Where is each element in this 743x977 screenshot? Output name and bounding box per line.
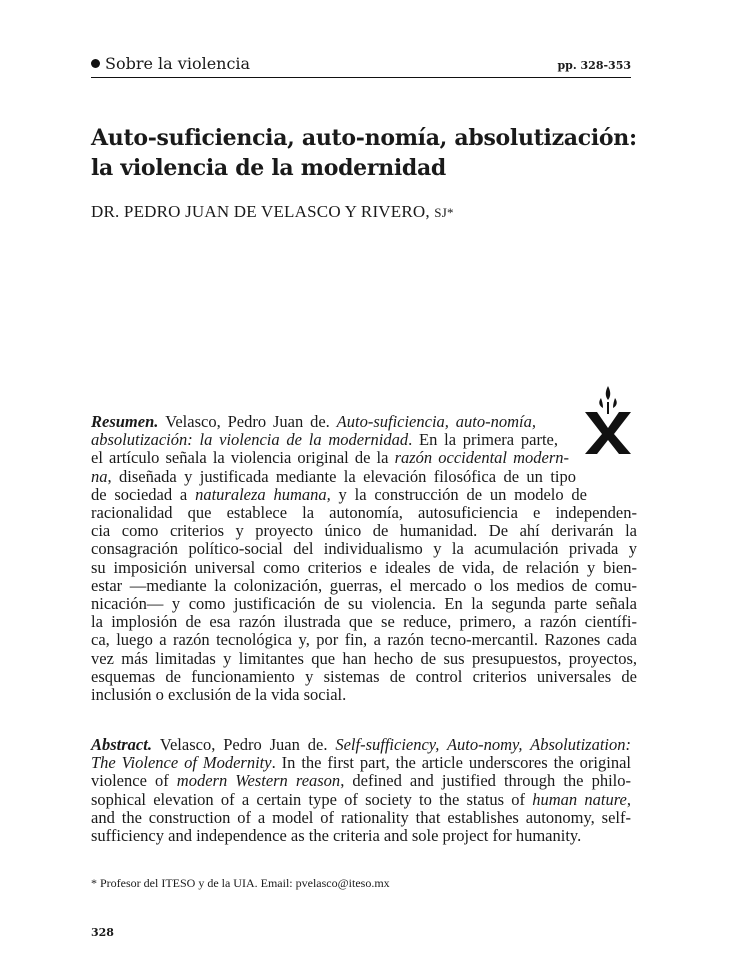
resumen-line: [91, 413, 536, 431]
author-suffix: SJ*: [434, 205, 454, 220]
resumen-text: Velasco, Pedro Juan de.: [165, 412, 337, 431]
page-number: 328: [91, 926, 114, 939]
resumen-line: [91, 449, 569, 467]
abstract-text: violence of: [91, 771, 177, 791]
resumen-line: [91, 504, 637, 522]
title-line-2: la violencia de la modernidad: [91, 155, 447, 181]
abstract-line: [91, 736, 631, 754]
author-line: [91, 202, 454, 222]
abstract-line: [91, 772, 631, 790]
resumen-line: [91, 650, 637, 668]
resumen-line: [91, 631, 637, 649]
resumen-text: naturaleza humana,: [195, 484, 331, 504]
resumen-label: Resumen.: [91, 412, 166, 431]
resumen-line: [91, 559, 637, 577]
header-rule: [91, 77, 631, 78]
resumen-text: de sociedad a: [91, 484, 196, 504]
abstract-text: Self-sufficiency, Auto-nomy, Absolutization:: [335, 735, 631, 754]
title-line-1: Auto-suficiencia, auto-nomía, absolutización:: [91, 125, 637, 151]
resumen-text: consagración político-social del individualismo y la acumulación privada y: [91, 539, 637, 559]
resumen-text: razón occidental modern-: [394, 448, 569, 468]
resumen-text: esquemas de funcionamiento y sistemas de control criterios universales de: [91, 666, 637, 686]
resumen-text: cia como criterios y proyecto único de humanidad. De ahí derivarán la: [91, 521, 637, 541]
abstract-line: [91, 791, 631, 809]
resumen-paragraph: [91, 413, 637, 704]
resumen-text: inclusión o exclusión de la vida social.: [91, 685, 347, 705]
abstract-line: [91, 754, 631, 772]
abstract-text: modern Western reason: [176, 771, 341, 791]
abstract-text: human nature: [532, 789, 627, 809]
section-label: Sobre la violencia: [105, 54, 251, 73]
resumen-line: [91, 522, 637, 540]
resumen-line: [91, 540, 637, 558]
abstract-line: [91, 827, 631, 845]
resumen-text: su imposición universal como criterios e ideales de vida, de relación y bien-: [91, 557, 637, 577]
running-header: [91, 54, 631, 76]
section-title: [91, 54, 250, 73]
abstract-paragraph: [91, 736, 631, 845]
resumen-text: Auto-suficiencia, auto-nomía,: [336, 412, 536, 431]
resumen-text: nicación— y como justificación de su violencia. En la segunda parte señala: [91, 594, 637, 614]
abstract-line: [91, 809, 631, 827]
resumen-line: [91, 468, 576, 486]
resumen-line: [91, 668, 637, 686]
abstract-text: and the construction of a model of rationality that establishes autonomy, self-: [91, 807, 631, 827]
author-name: DR. PEDRO JUAN DE VELASCO Y RIVERO,: [91, 202, 430, 221]
abstract-text: Velasco, Pedro Juan de.: [159, 735, 336, 754]
abstract-text: sophical elevation of a certain type of society to the status of: [91, 789, 533, 809]
resumen-line: [91, 577, 637, 595]
abstract-text: , defined and justified through the philo-: [340, 771, 631, 791]
resumen-line: [91, 686, 637, 704]
resumen-line: [91, 486, 587, 504]
resumen-text: . En la primera parte,: [408, 430, 558, 450]
resumen-text: racionalidad que establece la autonomía, autosuficiencia e independen-: [91, 503, 637, 523]
bullet-icon: [91, 59, 100, 68]
abstract-label: Abstract.: [91, 735, 160, 754]
author-footnote: * Profesor del ITESO y de la UIA. Email: pvelasco@iteso.mx: [91, 876, 390, 890]
page-range: pp. 328-353: [557, 59, 631, 72]
resumen-text: estar —mediante la colonización, guerras, el mercado o los medios de comu-: [91, 575, 637, 595]
resumen-text: vez más limitadas y limitantes que han hecho de sus presupuestos, proyectos,: [91, 648, 637, 668]
resumen-text: na: [91, 466, 108, 486]
resumen-text: ca, luego a razón tecnológica y, por fin, a razón tecno-mercantil. Razones cada: [91, 630, 637, 650]
resumen-text: la implosión de esa razón ilustrada que se reduce, primero, a razón científi-: [91, 612, 637, 632]
abstract-text: The Violence of Modernity: [91, 753, 272, 773]
resumen-line: [91, 431, 558, 449]
resumen-line: [91, 613, 637, 631]
resumen-text: el artículo señala la violencia original de la: [91, 448, 395, 468]
abstract-text: sufficiency and independence as the criteria and sole project for humanity.: [91, 826, 582, 846]
abstract-text: ,: [626, 789, 631, 809]
resumen-text: y la construcción de un modelo de: [330, 484, 588, 504]
resumen-text: absolutización: la violencia de la modernidad: [91, 430, 409, 450]
abstract-text: . In the first part, the article underscores the original: [271, 753, 631, 773]
resumen-text: , diseñada y justificada mediante la elevación filosófica de un tipo: [107, 466, 576, 486]
article-title: [91, 123, 651, 183]
resumen-line: [91, 595, 637, 613]
